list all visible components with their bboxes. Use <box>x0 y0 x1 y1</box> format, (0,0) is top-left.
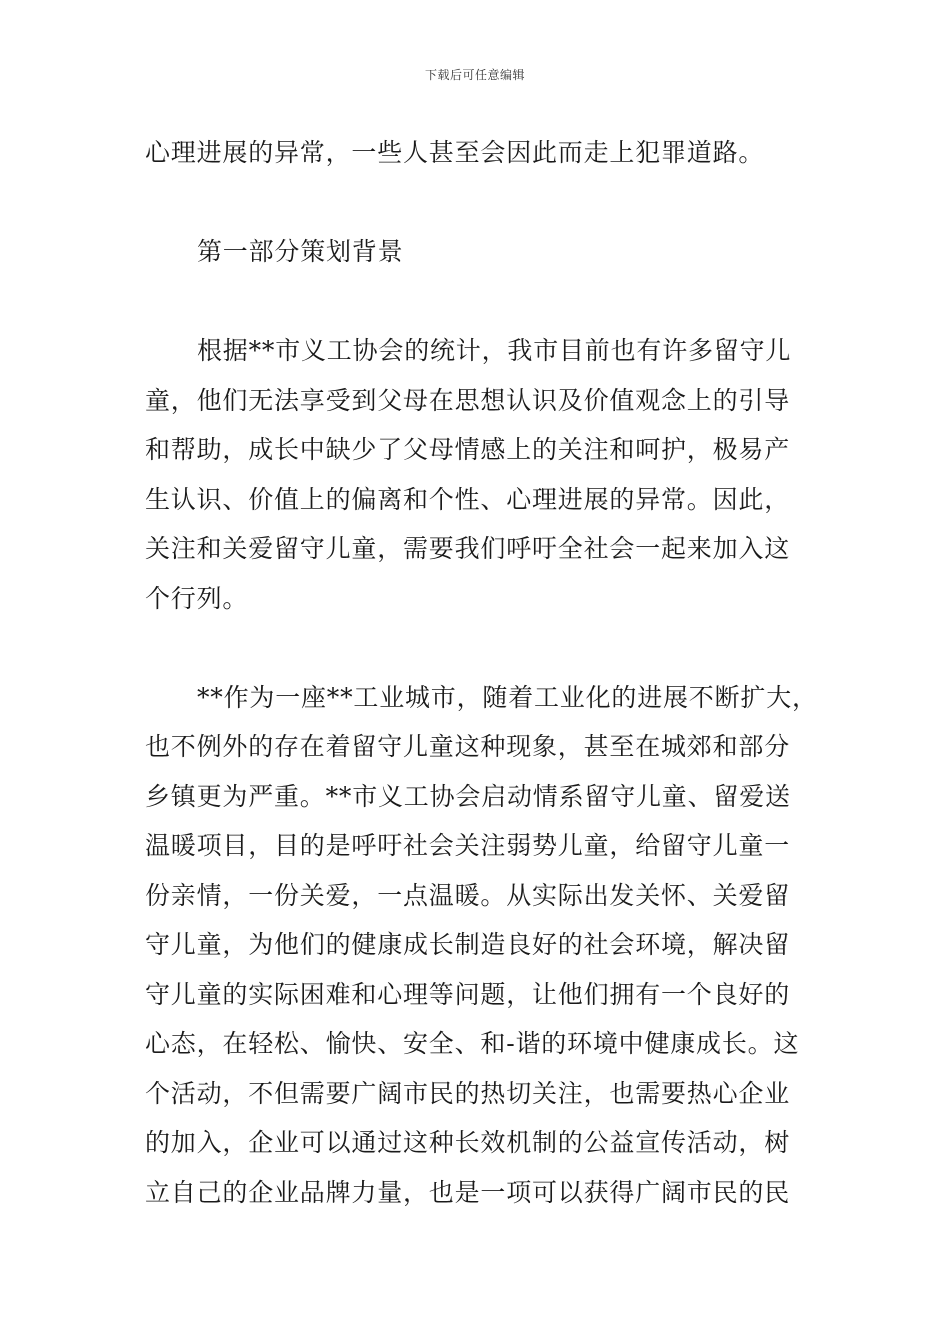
paragraph-line: 心态，在轻松、愉快、安全、和-谐的环境中健康成长。这 <box>145 1029 800 1058</box>
paragraph-gap <box>145 623 813 673</box>
paragraph-line: 生认识、价值上的偏离和个性、心理进展的异常。因此， <box>145 484 791 514</box>
paragraph-gap <box>145 178 813 228</box>
paragraph-line: 温暖项目，目的是呼吁社会关注弱势儿童，给留守儿童一 <box>145 831 791 860</box>
paragraph-line: 心理进展的异常，一些人甚至会因此而走上犯罪道路。 <box>145 138 765 167</box>
paragraph-project-description <box>145 673 818 1218</box>
continuation-paragraph <box>145 128 813 178</box>
paragraph-line: 关注和关爱留守儿童，需要我们呼吁全社会一起来加入这 <box>145 534 791 563</box>
page-header-note: 下载后可任意编辑 <box>424 68 525 82</box>
paragraph-line: 守儿童，为他们的健康成长制造良好的社会环境，解决留 <box>145 930 791 959</box>
paragraph-line: **作为一座**工业城市，随着工业化的进展不断扩大， <box>197 682 818 712</box>
paragraph-line: 个行列。 <box>145 583 249 613</box>
document-body <box>145 128 818 1217</box>
paragraph-background-stats <box>145 326 813 623</box>
paragraph-line: 守儿童的实际困难和心理等问题，让他们拥有一个良好的 <box>145 979 791 1009</box>
paragraph-line: 立自己的企业品牌力量，也是一项可以获得广阔市民的民 <box>145 1177 791 1207</box>
paragraph-line: 个活动，不但需要广阔市民的热切关注，也需要热心企业 <box>145 1078 791 1108</box>
paragraph-line: 份亲情，一份关爱，一点温暖。从实际出发关怀、关爱留 <box>145 880 791 910</box>
paragraph-line: 童，他们无法享受到父母在思想认识及价值观念上的引导 <box>145 385 791 415</box>
paragraph-line: 乡镇更为严重。**市义工协会启动情系留守儿童、留爱送 <box>145 781 791 811</box>
paragraph-line: 和帮助，成长中缺少了父母情感上的关注和呵护，极易产 <box>145 435 791 464</box>
paragraph-line: 也不例外的存在着留守儿童这种现象，甚至在城郊和部分 <box>145 732 791 761</box>
paragraph-line: 的加入，企业可以通过这种长效机制的公益宣传活动，树 <box>145 1128 791 1157</box>
paragraph-line: 根据**市义工协会的统计，我市目前也有许多留守儿 <box>197 336 792 365</box>
paragraph-gap <box>145 277 813 327</box>
section-heading: 第一部分策划背景 <box>197 237 404 266</box>
